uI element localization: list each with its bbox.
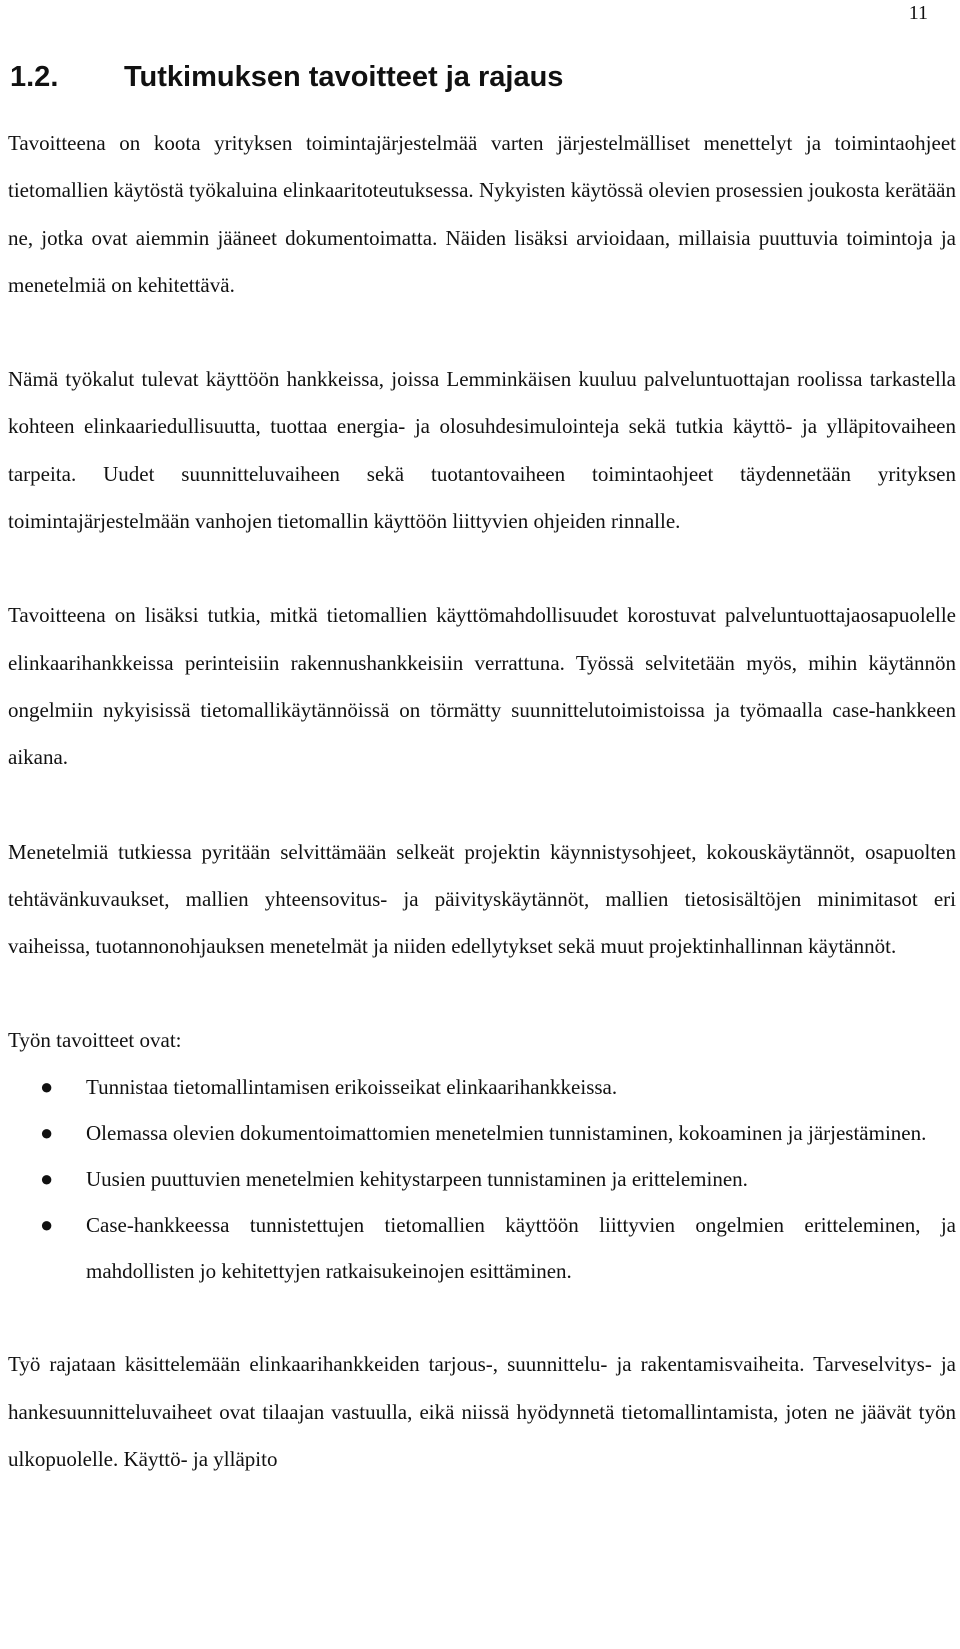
list-item-text: Case-hankkeessa tunnistettujen tietomallien käyttöön liittyvien ongelmien eritteleminen, ja mahdollisten jo kehitettyjen ratkaisukeinojen esittäminen.: [86, 1213, 956, 1284]
section-heading: [8, 52, 956, 102]
document-body: [8, 52, 956, 1483]
section-title: Tutkimuksen tavoitteet ja rajaus: [124, 61, 564, 93]
bullet-icon: ●: [40, 1212, 54, 1238]
list-item-text: Uusien puuttuvien menetelmien kehitystarpeen tunnistaminen ja eritteleminen.: [86, 1167, 748, 1192]
closing-paragraph: Työ rajataan käsittelemään elinkaarihankkeiden tarjous-, suunnittelu- ja rakentamisvaiheita. Tarveselvitys- ja hankesuunnitteluvaiheet ovat tilaajan vastuulla, eikä niissä hyödynnetä tietomallintamista, joten ne jäävät työn ulkopuolelle. Käyttö- ja ylläpito: [8, 1352, 956, 1472]
bullet-icon: ●: [40, 1166, 54, 1192]
page-number: 11: [908, 2, 928, 24]
list-item-text: Tunnistaa tietomallintamisen erikoisseikat elinkaarihankkeissa.: [86, 1075, 618, 1100]
paragraph-4: Menetelmiä tutkiessa pyritään selvittämään selkeät projektin käynnistysohjeet, kokouskäytännöt, osapuolten tehtävänkuvaukset, mallien yhteensovitus- ja päivityskäytännöt, mallien tietosisältöjen minimitasot eri vaiheissa, tuotannonohjauksen menetelmät ja niiden edellytykset sekä muut projektinhallinnan käytännöt.: [8, 839, 956, 959]
list-item: [8, 1156, 956, 1202]
list-item: [8, 1064, 956, 1110]
list-item: [8, 1110, 956, 1156]
goals-intro: Työn tavoitteet ovat:: [8, 1028, 182, 1053]
goals-list: [8, 1064, 956, 1294]
bullet-icon: ●: [40, 1074, 54, 1100]
section-number: 1.2.: [10, 61, 59, 93]
paragraph-3: Tavoitteena on lisäksi tutkia, mitkä tietomallien käyttömahdollisuudet korostuvat palveluntuottajaosapuolelle elinkaarihankkeissa perinteisiin rakennushankkeisiin verrattuna. Työssä selvitetään myös, mihin käytännön ongelmiin nykyisissä tietomallikäytännöissä on törmätty suunnittelutoimistoissa ja työmaalla case-hankkeen aikana.: [8, 603, 956, 770]
bullet-icon: ●: [40, 1120, 54, 1146]
paragraph-2: Nämä työkalut tulevat käyttöön hankkeissa, joissa Lemminkäisen kuuluu palveluntuottajan roolissa tarkastella kohteen elinkaariedullisuutta, tuottaa energia- ja olosuhdesimulointeja sekä tutkia käyttö- ja ylläpitovaiheen tarpeita. Uudet suunnitteluvaiheen sekä tuotantovaiheen toimintaohjeet täydennetään yrityksen toimintajärjestelmään vanhojen tietomallin käyttöön liittyvien ohjeiden rinnalle.: [8, 367, 956, 534]
paragraph-1: Tavoitteena on koota yrityksen toimintajärjestelmää varten järjestelmälliset menettelyt ja toimintaohjeet tietomallien käytöstä työkaluina elinkaaritoteutuksessa. Nykyisten käytössä olevien prosessien joukosta kerätään ne, jotka ovat aiemmin jääneet dokumentoimatta. Näiden lisäksi arvioidaan, millaisia puuttuvia toimintoja ja menetelmiä on kehitettävä.: [8, 131, 956, 297]
list-item: [8, 1202, 956, 1294]
list-item-text: Olemassa olevien dokumentoimattomien menetelmien tunnistaminen, kokoaminen ja järjestäminen.: [86, 1121, 927, 1146]
